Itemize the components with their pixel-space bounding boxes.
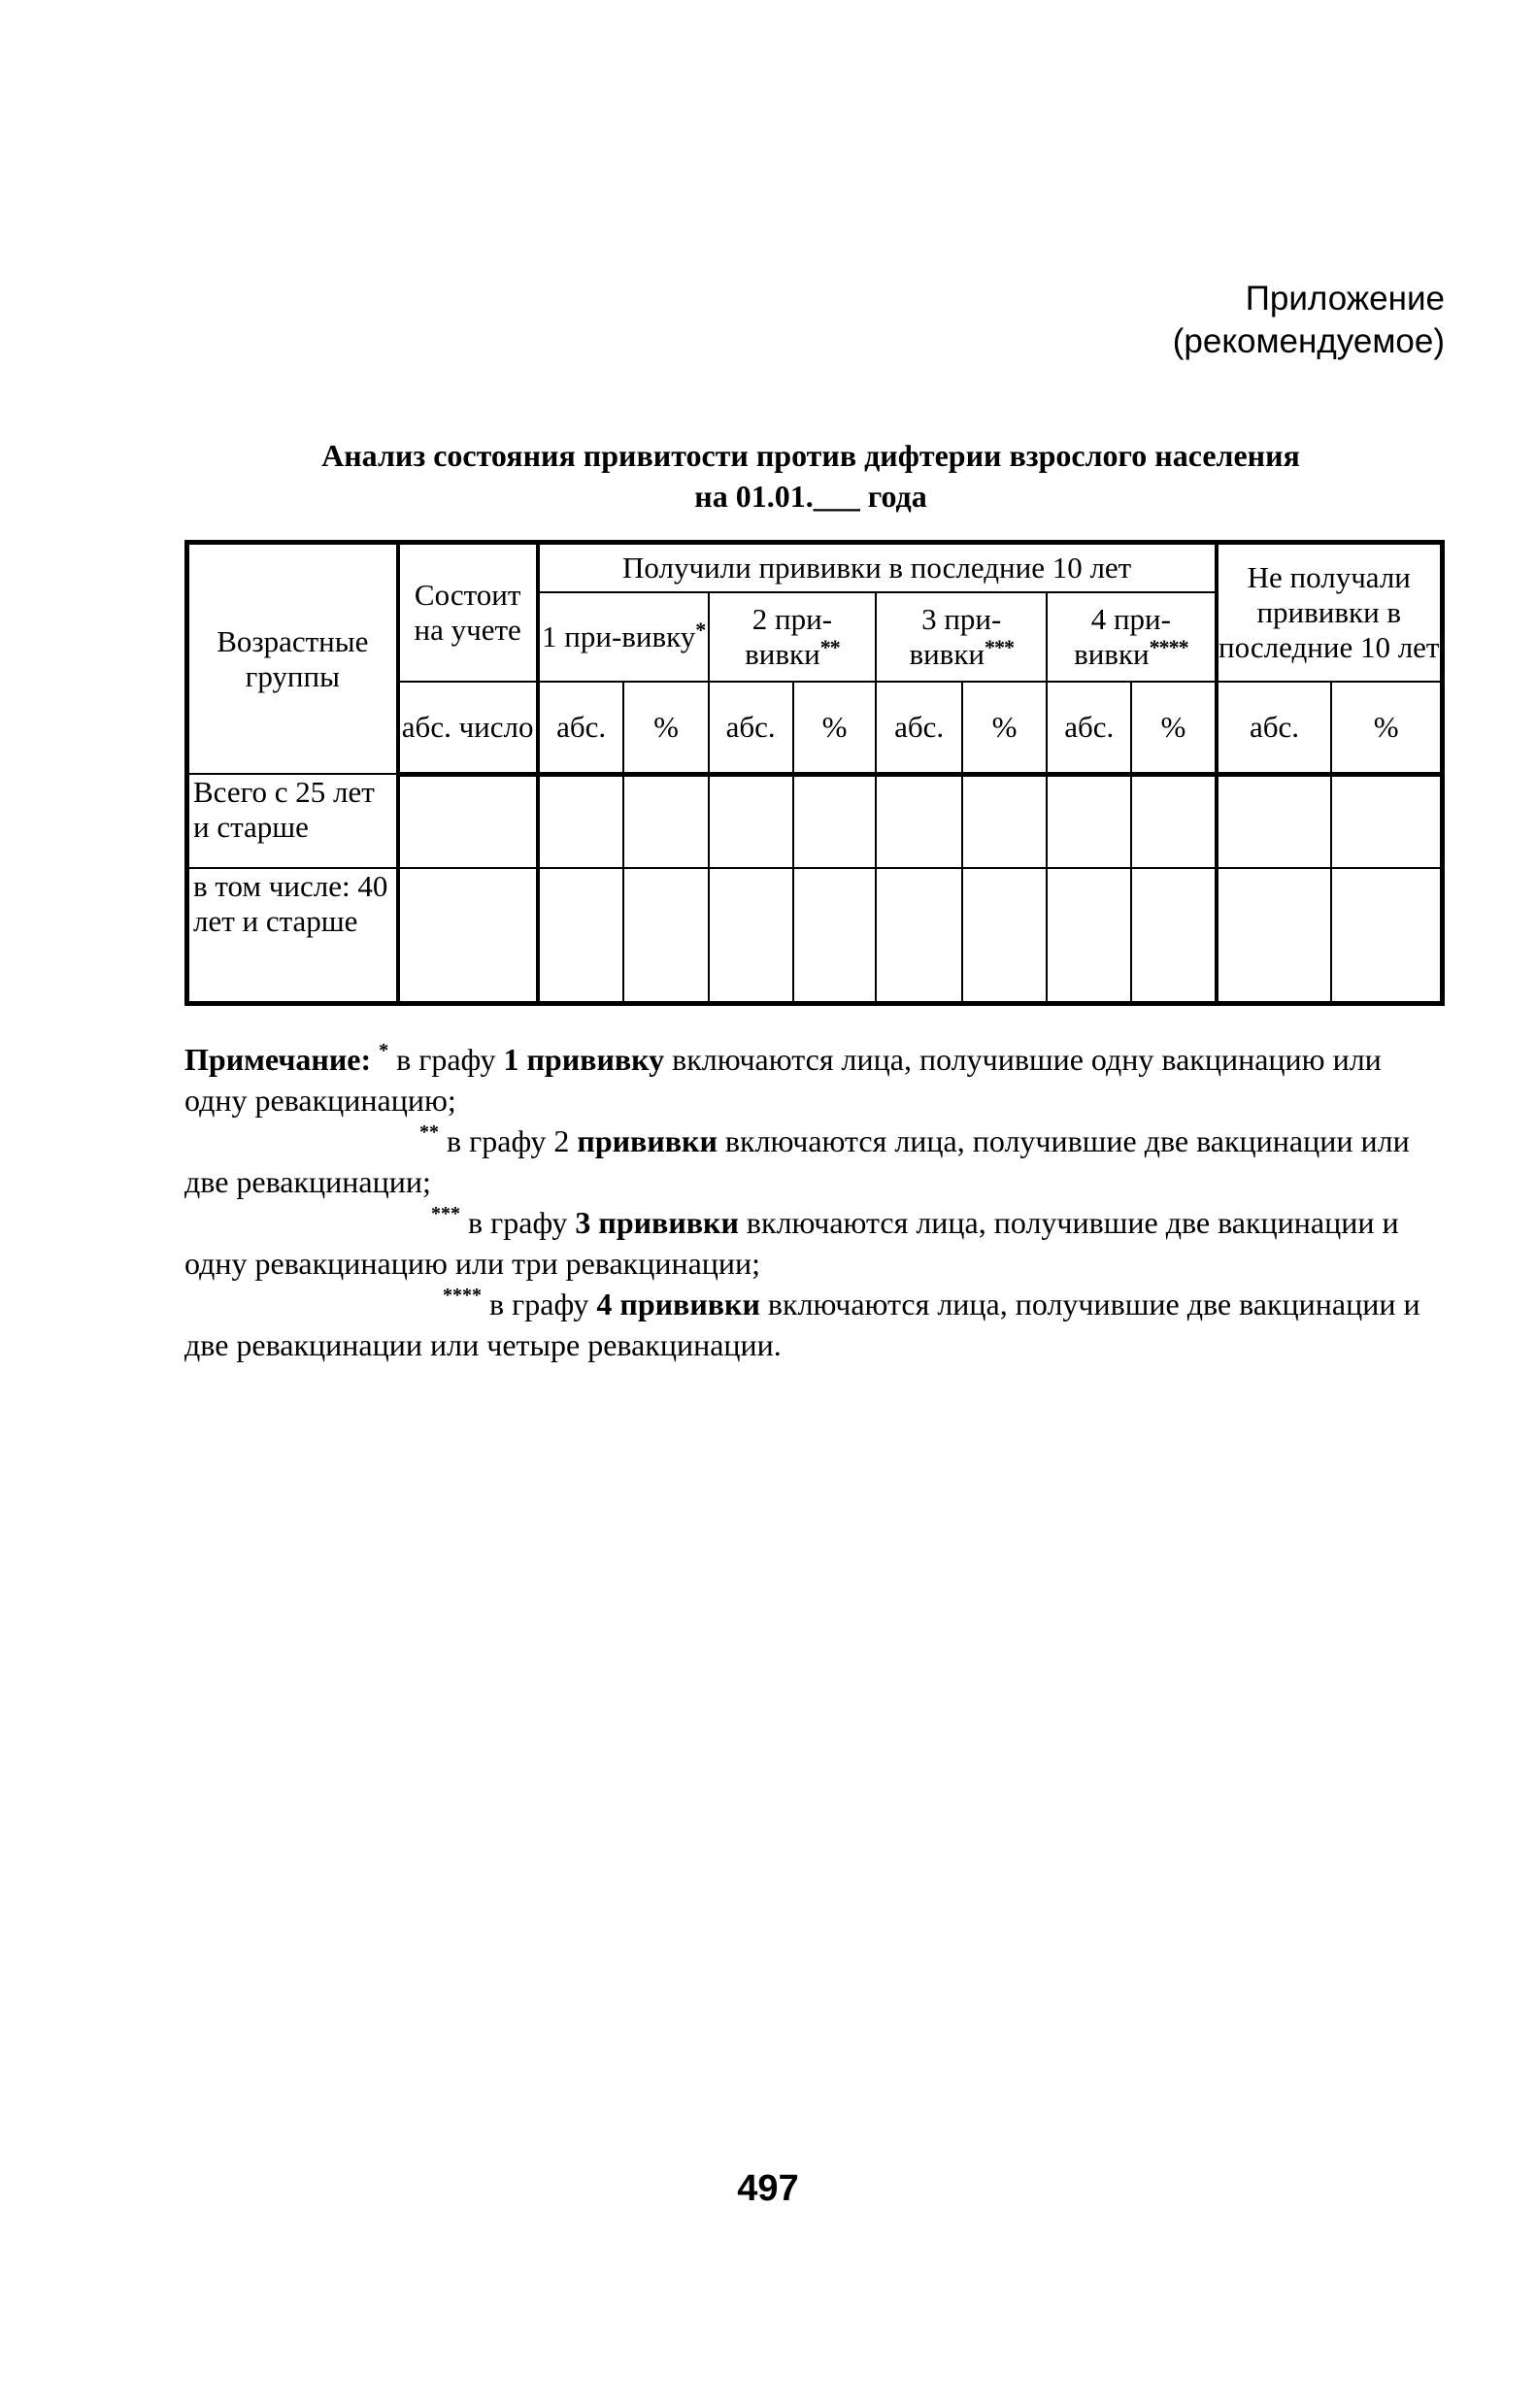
table-cell [623, 868, 708, 1004]
note-label: Примечание: [184, 1042, 372, 1077]
header-pct: % [793, 682, 877, 774]
header-vac-3: 3 при-вивки*** [876, 592, 1047, 682]
note-item: Примечание: * в графу 1 прививку включаются лица, получившие одну вакцинацию или одну ревакцинацию; [184, 1040, 1382, 1118]
document-title [184, 435, 1437, 517]
header-vac-4: 4 при-вивки**** [1047, 592, 1216, 682]
notes-section [184, 1039, 1445, 1365]
header-abs: абс. [538, 682, 624, 774]
header-pct: % [623, 682, 708, 774]
header-abs: абс. [876, 682, 962, 774]
note-item: ** в графу 2 прививки включаются лица, получившие две вакцинации или две ревакцинации; [184, 1121, 1410, 1199]
table-cell [623, 774, 708, 868]
header-abs: абс. [1217, 682, 1332, 774]
table-cell [398, 774, 538, 868]
table-cell [876, 868, 962, 1004]
table-cell [538, 868, 624, 1004]
vaccination-table [184, 540, 1445, 1006]
page-number: 497 [737, 2168, 799, 2209]
note-item: *** в графу 3 прививки включаются лица, получившие две вакцинации и одну ревакцинацию или три ревакцинации; [184, 1203, 1399, 1281]
header-age-groups: Возрастные группы [187, 543, 398, 775]
header-abs: абс. [1047, 682, 1131, 774]
header-abs-number: абс. число [398, 682, 538, 774]
title-line-1: Анализ состояния привитости против дифтерии взрослого населения [321, 438, 1300, 473]
header-vac-1: 1 при-вивку* [538, 592, 709, 682]
table-cell [398, 868, 538, 1004]
table-cell [538, 774, 624, 868]
title-line-2: на 01.01.___ года [694, 479, 927, 514]
header-registered: Состоит на учете [398, 543, 538, 683]
table-cell [1047, 774, 1131, 868]
table-cell [793, 868, 877, 1004]
appendix-label: Приложение [1245, 280, 1445, 318]
row-label: Всего с 25 лет и старше [187, 774, 398, 868]
table-cell [793, 774, 877, 868]
table-cell [1331, 774, 1442, 868]
header-received: Получили прививки в последние 10 лет [538, 543, 1217, 593]
table-row [187, 868, 1443, 1004]
table-cell [1047, 868, 1131, 1004]
header-pct: % [962, 682, 1047, 774]
table-cell [709, 774, 793, 868]
table-cell [876, 774, 962, 868]
table-cell [1217, 868, 1332, 1004]
header-pct: % [1331, 682, 1442, 774]
table-cell [962, 868, 1047, 1004]
appendix-header [1173, 278, 1445, 363]
row-label: в том числе: 40 лет и старше [187, 868, 398, 1004]
table-cell [962, 774, 1047, 868]
header-abs: абс. [709, 682, 793, 774]
header-vac-2: 2 при-вивки** [709, 592, 877, 682]
appendix-type: (рекомендуемое) [1172, 322, 1445, 360]
header-pct: % [1131, 682, 1216, 774]
table-cell [1217, 774, 1332, 868]
table-cell [1131, 774, 1216, 868]
table-cell [1331, 868, 1442, 1004]
table-cell [1131, 868, 1216, 1004]
note-item: **** в графу 4 прививки включаются лица, получившие две вакцинации и две ревакцинации или четыре ревакцинации. [184, 1285, 1420, 1362]
table-row [187, 774, 1443, 868]
table-cell [709, 868, 793, 1004]
header-not-received: Не получали прививки в последние 10 лет [1217, 543, 1443, 683]
